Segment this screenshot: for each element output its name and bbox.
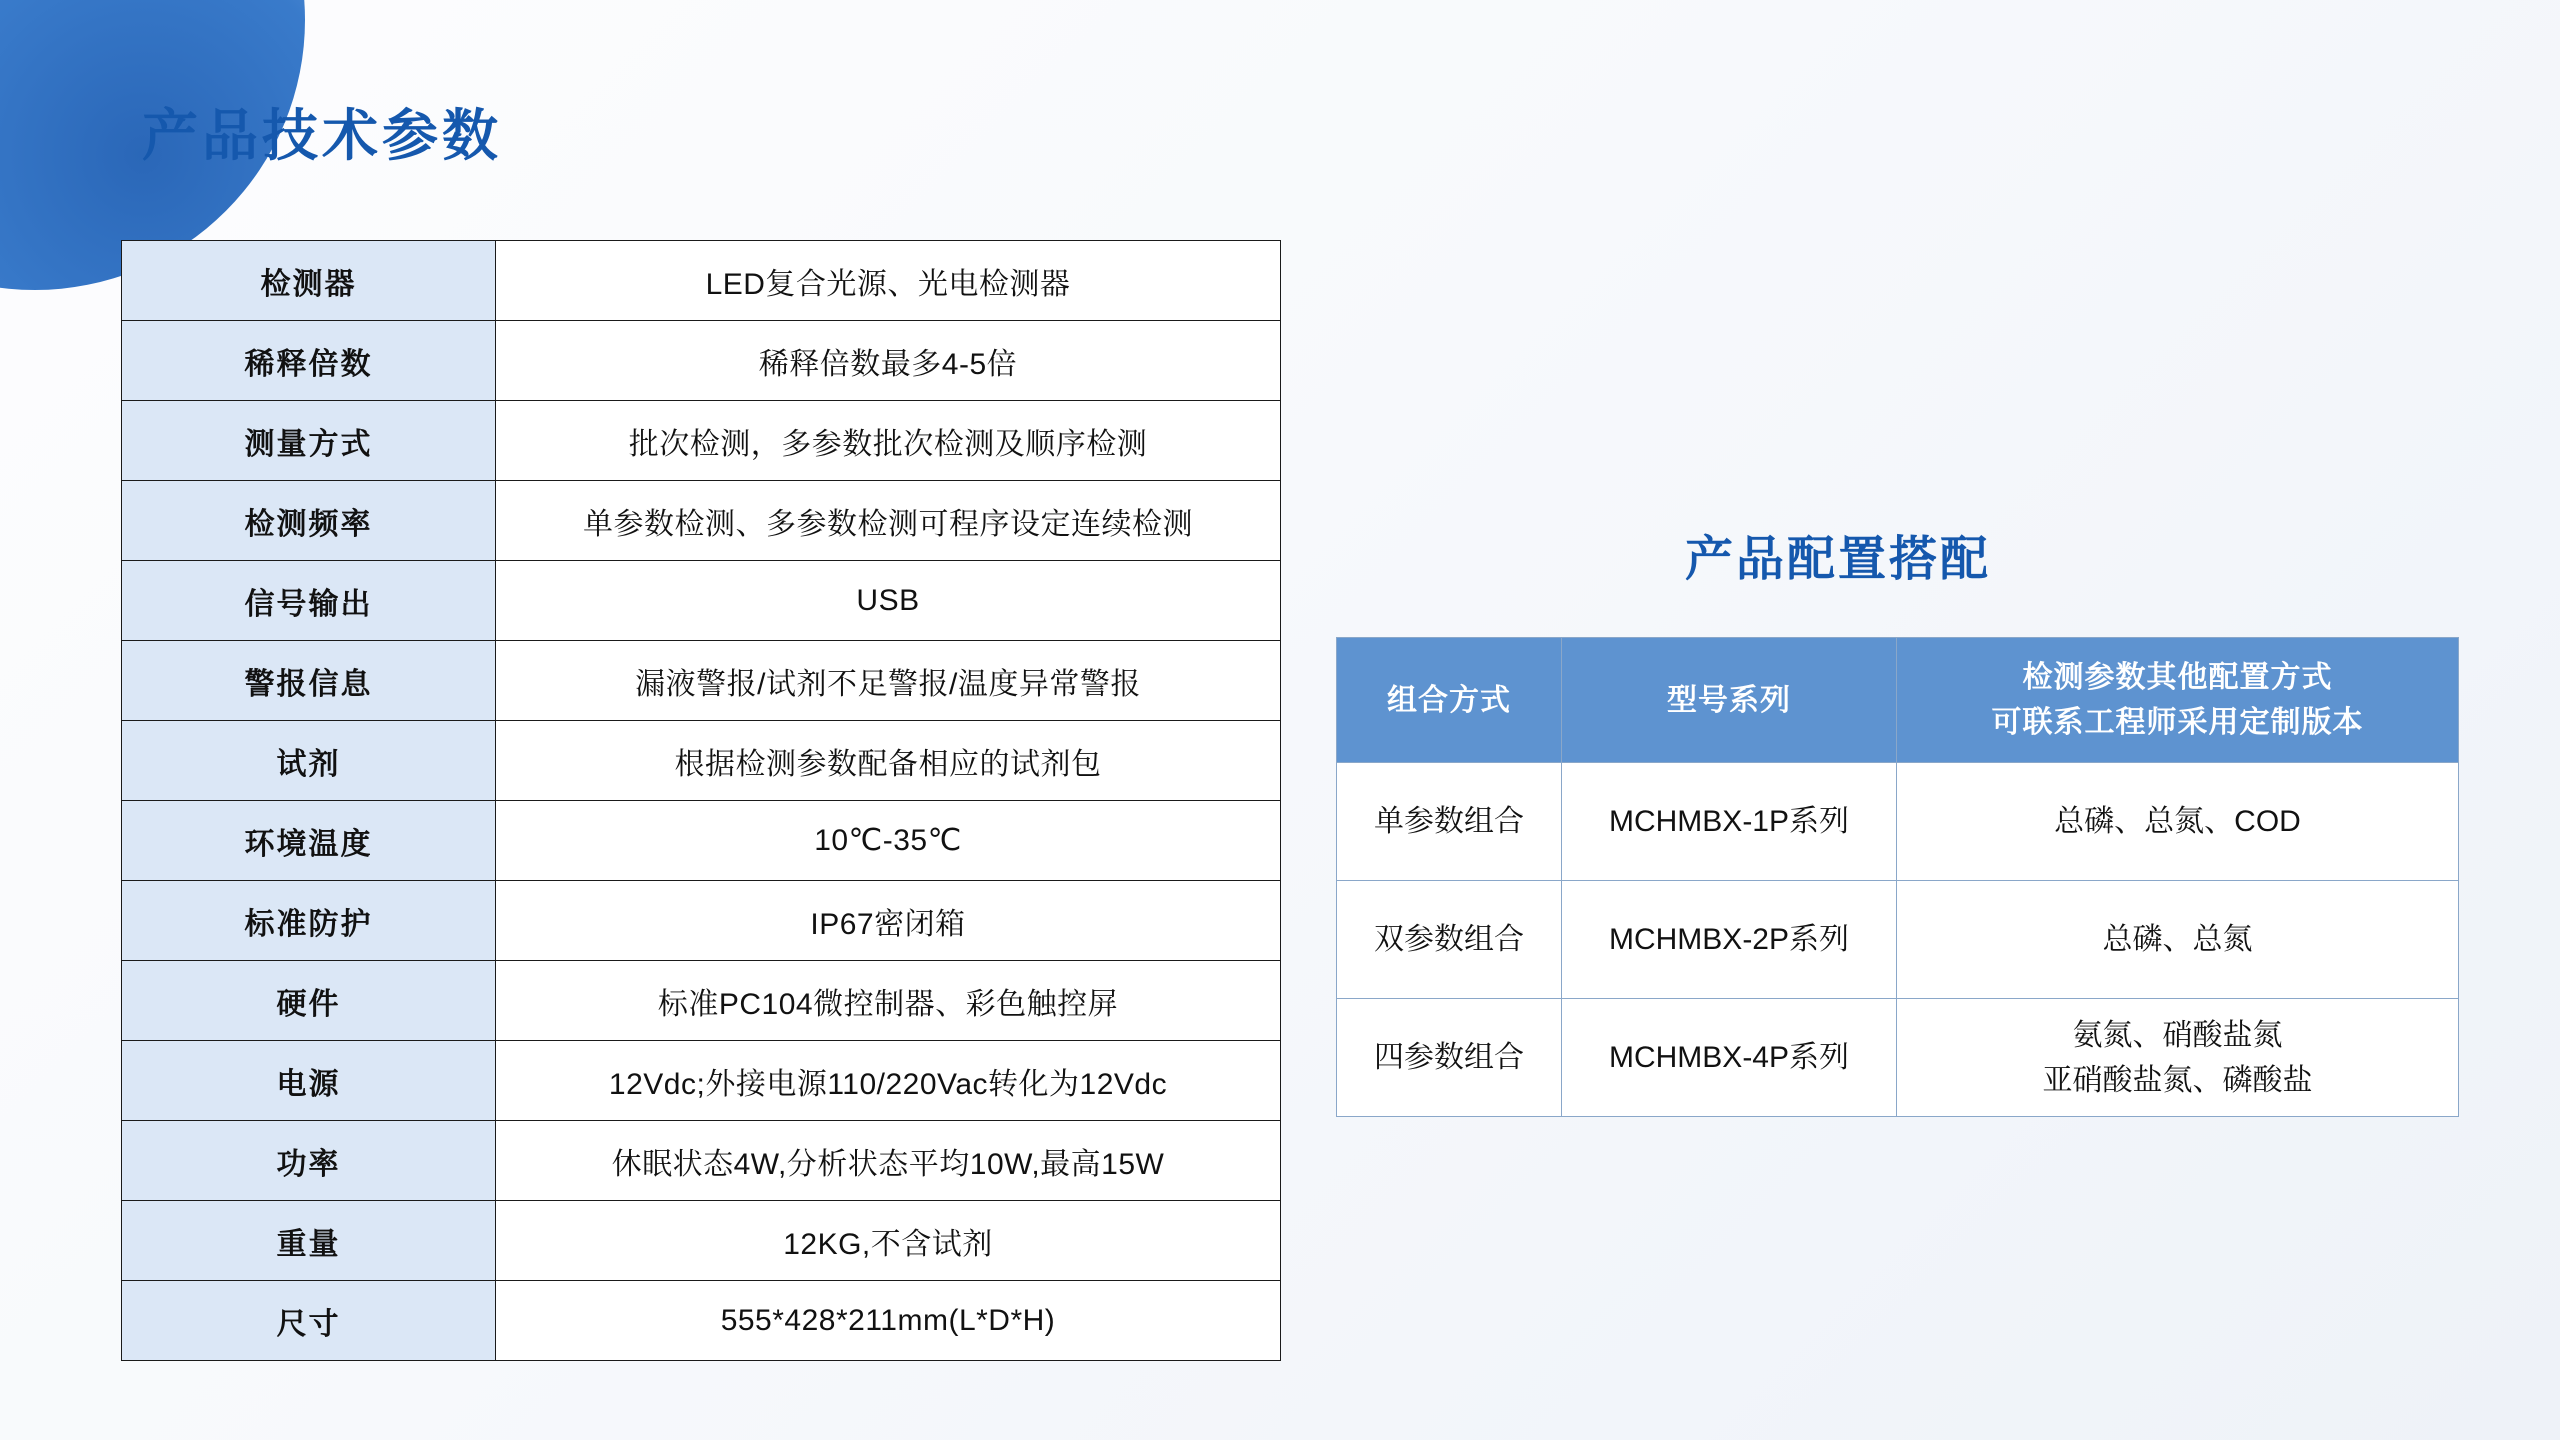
spec-label: 试剂 (122, 721, 496, 801)
spec-label: 功率 (122, 1121, 496, 1201)
column-header-model: 型号系列 (1562, 638, 1897, 763)
spec-table (121, 240, 1281, 1361)
spec-label: 稀释倍数 (122, 321, 496, 401)
cfg-model: MCHMBX-2P系列 (1562, 881, 1897, 999)
table-row (122, 641, 1281, 721)
table-row (122, 401, 1281, 481)
spec-value: 漏液警报/试剂不足警报/温度异常警报 (496, 641, 1281, 721)
table-row (122, 881, 1281, 961)
cfg-params (1897, 999, 2459, 1117)
spec-label: 尺寸 (122, 1281, 496, 1361)
spec-label: 硬件 (122, 961, 496, 1041)
cfg-params-line1: 总磷、总氮、COD (2054, 805, 2301, 838)
table-row (1337, 999, 2459, 1117)
cfg-params-line2: 亚硝酸盐氮、磷酸盐 (2042, 1063, 2313, 1097)
spec-value: 单参数检测、多参数检测可程序设定连续检测 (496, 481, 1281, 561)
spec-value: USB (496, 561, 1281, 641)
cfg-params-line1: 氨氮、硝酸盐氮 (2072, 1018, 2283, 1052)
column-header-params-line1: 检测参数其他配置方式 (2022, 661, 2333, 694)
table-header-row (1337, 638, 2459, 763)
spec-label: 检测器 (122, 241, 496, 321)
spec-value: 标准PC104微控制器、彩色触控屏 (496, 961, 1281, 1041)
spec-value: 休眠状态4W,分析状态平均10W,最高15W (496, 1121, 1281, 1201)
column-header-params (1897, 638, 2459, 763)
spec-value: IP67密闭箱 (496, 881, 1281, 961)
page-title: 产品技术参数 (142, 104, 502, 167)
cfg-combo: 四参数组合 (1337, 999, 1562, 1117)
spec-label: 环境温度 (122, 801, 496, 881)
cfg-combo: 双参数组合 (1337, 881, 1562, 999)
spec-value: 12KG,不含试剂 (496, 1201, 1281, 1281)
section-title-configuration: 产品配置搭配 (1685, 533, 1992, 586)
table-row (1337, 763, 2459, 881)
table-row (122, 1201, 1281, 1281)
cfg-params (1897, 881, 2459, 999)
spec-value: 12Vdc;外接电源110/220Vac转化为12Vdc (496, 1041, 1281, 1121)
spec-label: 警报信息 (122, 641, 496, 721)
cfg-model: MCHMBX-1P系列 (1562, 763, 1897, 881)
table-row (122, 241, 1281, 321)
cfg-params-line1: 总磷、总氮 (2102, 923, 2253, 956)
table-row (122, 481, 1281, 561)
table-row (122, 1281, 1281, 1361)
table-row (122, 721, 1281, 801)
spec-value: 根据检测参数配备相应的试剂包 (496, 721, 1281, 801)
spec-value: 10℃-35℃ (496, 801, 1281, 881)
spec-label: 重量 (122, 1201, 496, 1281)
column-header-combo: 组合方式 (1337, 638, 1562, 763)
spec-label: 检测频率 (122, 481, 496, 561)
table-row (122, 801, 1281, 881)
spec-value: 555*428*211mm(L*D*H) (496, 1281, 1281, 1361)
cfg-model: MCHMBX-4P系列 (1562, 999, 1897, 1117)
table-row (122, 1121, 1281, 1201)
cfg-combo: 单参数组合 (1337, 763, 1562, 881)
spec-label: 电源 (122, 1041, 496, 1121)
spec-label: 测量方式 (122, 401, 496, 481)
table-row (122, 1041, 1281, 1121)
table-row (122, 961, 1281, 1041)
table-row (1337, 881, 2459, 999)
table-row (122, 321, 1281, 401)
cfg-params (1897, 763, 2459, 881)
configuration-table (1336, 637, 2459, 1117)
spec-value: 稀释倍数最多4-5倍 (496, 321, 1281, 401)
spec-label: 标准防护 (122, 881, 496, 961)
spec-value: 批次检测，多参数批次检测及顺序检测 (496, 401, 1281, 481)
column-header-params-line2: 可联系工程师采用定制版本 (1991, 706, 2364, 739)
table-row (122, 561, 1281, 641)
spec-value: LED复合光源、光电检测器 (496, 241, 1281, 321)
spec-label: 信号输出 (122, 561, 496, 641)
